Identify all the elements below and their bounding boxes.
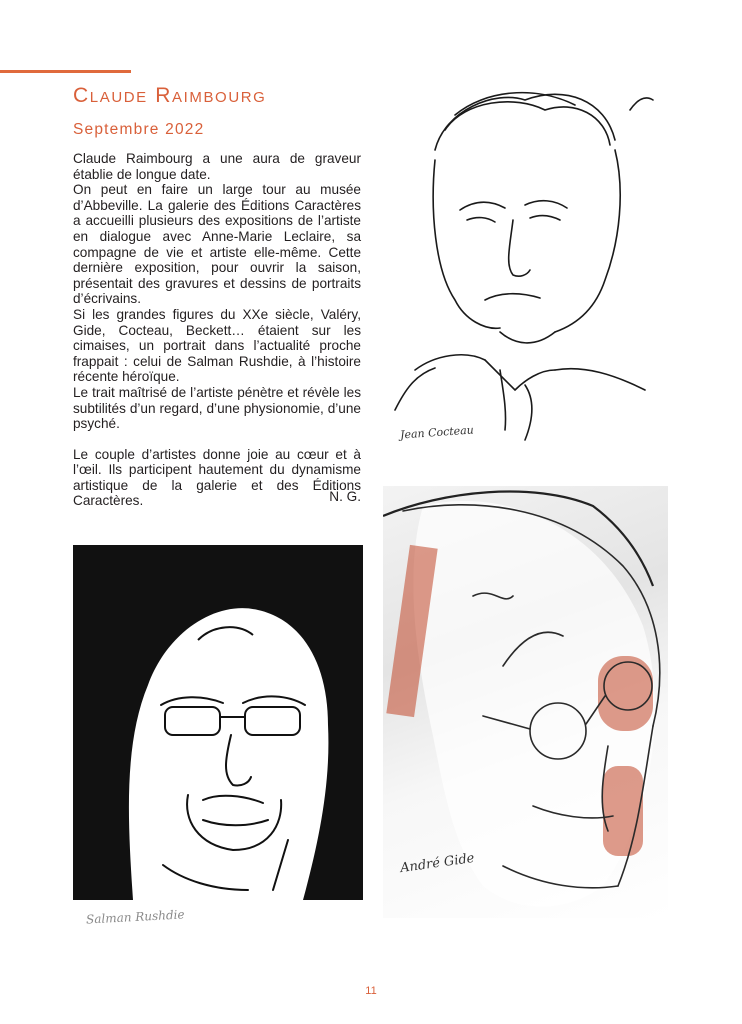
gide-sketch-drawing [383, 486, 668, 918]
cocteau-caption: Jean Cocteau [399, 423, 475, 442]
article-title: Claude Raimbourg [73, 84, 267, 107]
article-body [73, 151, 361, 509]
gide-portrait [383, 486, 668, 918]
article-paragraph: Si les grandes figures du XXe siècle, Valéry, Gide, Cocteau, Beckett… étaient sur les cimaises, un portrait dans l’actualité proche frappait : celui de Salman Rushdie, à l’histoire récente héroïque. [73, 306, 361, 385]
gide-caption: André Gide [399, 850, 476, 877]
article-paragraph: Le couple d’artistes donne joie au cœur et à l’œil. Ils participent hautement du dynamisme artistique de la galerie et des Éditions Caractères. [73, 446, 361, 509]
header-rule [0, 70, 131, 73]
paragraph-gap [73, 432, 361, 447]
cocteau-sketch-drawing [375, 70, 675, 455]
article-paragraph: On peut en faire un large tour au musée d’Abbeville. La galerie des Éditions Caractères a accueilli plusieurs des expositions de l’artiste en dialogue avec Anne-Marie Leclaire, sa compagne de vie et artiste elle-même. Cette dernière exposition, pour ouvrir la saison, présentait des gravures et dessins de portraits d’écrivains. [73, 182, 361, 307]
article-paragraph: Le trait maîtrisé de l’artiste pénètre et révèle les subtilités d’un regard, d’une physionomie, d’une psyché. [73, 384, 361, 432]
cocteau-portrait [375, 70, 675, 455]
page-number: 11 [365, 985, 377, 997]
article-paragraph: Claude Raimbourg a une aura de graveur établie de longue date. [73, 151, 361, 182]
rushdie-caption: Salman Rushdie [85, 907, 185, 927]
article-date: Septembre 2022 [73, 121, 205, 138]
author-signature: N. G. [329, 489, 361, 504]
rushdie-sketch-drawing [73, 545, 363, 900]
rushdie-portrait [73, 545, 363, 900]
